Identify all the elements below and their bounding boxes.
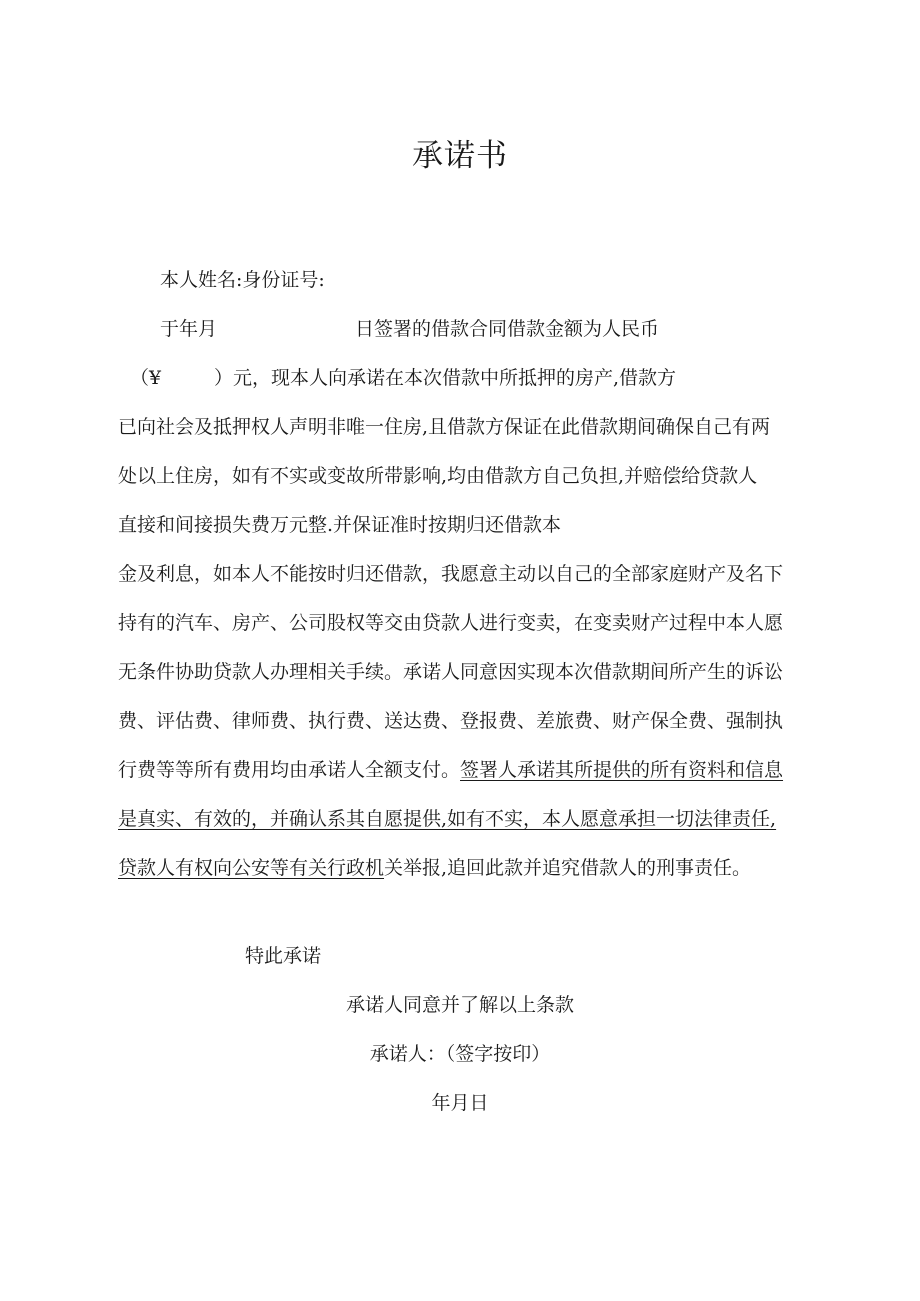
plain-text: 关举报,追回此款并追究借款人的刑事责任。 (384, 857, 752, 879)
body-line-15 (118, 856, 751, 880)
yuan-open: （¥ (130, 367, 162, 389)
underlined-text: 签署人承诺其所提供的所有资料和信息 (460, 759, 784, 781)
body-line: 直接和间接损失费万元整.并保证准时按期归还借款本 (118, 514, 562, 536)
underlined-text: 是真实、有效的，并确认系其自愿提供,如有不实，本人愿意承担一切法律责任, (118, 808, 777, 830)
body-line-14 (118, 807, 776, 831)
intro-line: 本人姓名:身份证号: (160, 269, 325, 291)
body-line: 费、评估费、律师费、执行费、送达费、登报费、差旅费、财产保全费、强制执 (118, 710, 784, 732)
underlined-text: 贷款人有权向公安等有关行政机 (118, 857, 385, 879)
yuan-rest: ）元，现本人向承诺在本次借款中所抵押的房产,借款方 (214, 367, 677, 389)
body-line: 持有的汽车、房产、公司股权等交由贷款人进行变卖，在变卖财产过程中本人愿 (118, 612, 784, 634)
body-line-13 (118, 758, 783, 782)
body-line: 金及利息，如本人不能按时归还借款，我愿意主动以自己的全部家庭财产及名下 (118, 563, 784, 585)
body-line: 已向社会及抵押权人声明非唯一住房,且借款方保证在此借款期间确保自己有两 (118, 416, 771, 438)
body-line: 无条件协助贷款人办理相关手续。承诺人同意因实现本次借款期间所产生的诉讼 (118, 661, 784, 683)
closing-text: 特此承诺 (245, 945, 322, 967)
agreement-text: 承诺人同意并了解以上条款 (345, 994, 574, 1016)
date-prefix: 于年月 (160, 318, 218, 340)
signer-label: 承诺人：（签字按印） (369, 1043, 551, 1065)
body-line: 处以上住房，如有不实或变故所带影响,均由借款方自己负担,并赔偿给贷款人 (118, 465, 758, 487)
contract-text: 日签署的借款合同借款金额为人民币 (355, 318, 660, 340)
date-line: 年月日 (431, 1092, 489, 1114)
plain-text: 行费等等所有费用均由承诺人全额支付。 (118, 759, 461, 781)
document-title: 承诺书 (412, 138, 508, 174)
